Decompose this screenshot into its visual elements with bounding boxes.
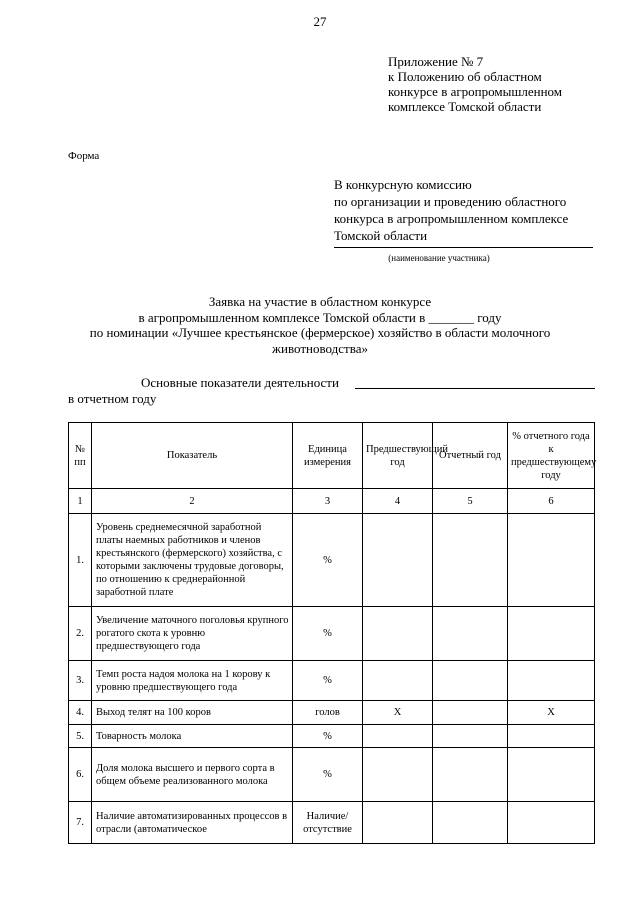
row-indicator: Выход телят на 100 коров	[92, 701, 293, 725]
annex-line: к Положению об областном	[388, 69, 542, 84]
row-indicator: Доля молока высшего и первого сорта в общем объеме реализованного молока	[92, 748, 293, 802]
column-number-cell: 6	[508, 489, 595, 514]
header-cell-indicator: Показатель	[92, 423, 293, 489]
column-number-cell: 5	[433, 489, 508, 514]
row-unit: Наличие/ отсутствие	[293, 802, 363, 844]
indicators-table	[68, 422, 595, 844]
row-percent	[508, 725, 595, 748]
table-row	[69, 607, 595, 661]
row-percent	[508, 748, 595, 802]
row-previous-year	[363, 661, 433, 701]
participant-caption: (наименование участника)	[388, 253, 490, 263]
row-reporting-year	[433, 725, 508, 748]
column-number-cell: 2	[92, 489, 293, 514]
table-header-row	[69, 423, 595, 489]
row-reporting-year	[433, 607, 508, 661]
header-cell-reporting-year: Отчетный год	[433, 423, 508, 489]
header-cell-percent: % отчетного года к предшествующему году	[508, 423, 595, 489]
row-reporting-year	[433, 802, 508, 844]
title-line: по номинации «Лучшее крестьянское (фермерское) хозяйство в области молочного	[89, 325, 551, 340]
table-row	[69, 661, 595, 701]
row-unit: голов	[293, 701, 363, 725]
row-number: 5.	[69, 725, 92, 748]
header-cell-unit: Единица измерения	[293, 423, 363, 489]
annex-line: Приложение № 7	[388, 54, 484, 69]
row-reporting-year	[433, 748, 508, 802]
row-indicator: Темп роста надоя молока на 1 корову к уровню предшествующего года	[92, 661, 293, 701]
row-unit: %	[293, 514, 363, 607]
annex-line: конкурсе в агропромышленном	[388, 84, 563, 99]
row-previous-year	[363, 607, 433, 661]
row-previous-year	[363, 802, 433, 844]
annex-line: комплексе Томской области	[388, 99, 542, 114]
table-row	[69, 514, 595, 607]
row-unit: %	[293, 607, 363, 661]
row-percent	[508, 607, 595, 661]
row-indicator: Уровень среднемесячной заработной платы наемных работников и членов крестьянского (фермерского) хозяйства, с которыми заключены трудовые договоры, по отношению к среднерайонной заработной плате	[92, 514, 293, 607]
row-number: 1.	[69, 514, 92, 607]
annex-block	[388, 54, 562, 114]
row-number: 4.	[69, 701, 92, 725]
row-number: 3.	[69, 661, 92, 701]
row-reporting-year	[433, 514, 508, 607]
commission-line: конкурса в агропромышленном комплексе	[334, 211, 569, 226]
commission-line: по организации и проведению областного	[334, 194, 567, 209]
row-reporting-year	[433, 661, 508, 701]
column-number-cell: 4	[363, 489, 433, 514]
header-cell-number: № пп	[69, 423, 92, 489]
indicators-blank-line	[355, 388, 595, 389]
row-unit: %	[293, 725, 363, 748]
table-row	[69, 725, 595, 748]
column-numbers-row	[69, 489, 595, 514]
row-previous-year	[363, 514, 433, 607]
row-indicator: Товарность молока	[92, 725, 293, 748]
row-percent	[508, 514, 595, 607]
row-number: 6.	[69, 748, 92, 802]
table-row	[69, 802, 595, 844]
commission-addressee	[334, 176, 568, 244]
row-unit: %	[293, 748, 363, 802]
participant-name-line	[334, 247, 593, 248]
row-percent	[508, 802, 595, 844]
row-reporting-year	[433, 701, 508, 725]
title-line: животноводства»	[272, 340, 368, 356]
column-number-cell: 1	[69, 489, 92, 514]
form-label: Форма	[68, 150, 100, 162]
row-indicator: Наличие автоматизированных процессов в отрасли (автоматическое	[92, 802, 293, 844]
indicators-heading: Основные показатели деятельности	[141, 375, 339, 390]
commission-line: В конкурсную комиссию	[334, 177, 472, 192]
row-previous-year: Х	[363, 701, 433, 725]
row-previous-year	[363, 725, 433, 748]
table-row	[69, 701, 595, 725]
column-number-cell: 3	[293, 489, 363, 514]
row-percent	[508, 661, 595, 701]
row-indicator: Увеличение маточного поголовья крупного рогатого скота к уровню предшествующего года	[92, 607, 293, 661]
commission-line: Томской области	[334, 228, 428, 243]
row-number: 2.	[69, 607, 92, 661]
page-number: 27	[313, 14, 327, 29]
row-number: 7.	[69, 802, 92, 844]
row-percent: Х	[508, 701, 595, 725]
application-title	[60, 294, 580, 356]
header-cell-previous-year: Предшествующий год	[363, 423, 433, 489]
table-row	[69, 748, 595, 802]
reporting-year: в отчетном году	[68, 391, 157, 406]
title-line: Заявка на участие в областном конкурсе	[208, 294, 432, 309]
row-previous-year	[363, 748, 433, 802]
row-unit: %	[293, 661, 363, 701]
title-line: в агропромышленном комплексе Томской области в _______ году	[138, 309, 502, 325]
